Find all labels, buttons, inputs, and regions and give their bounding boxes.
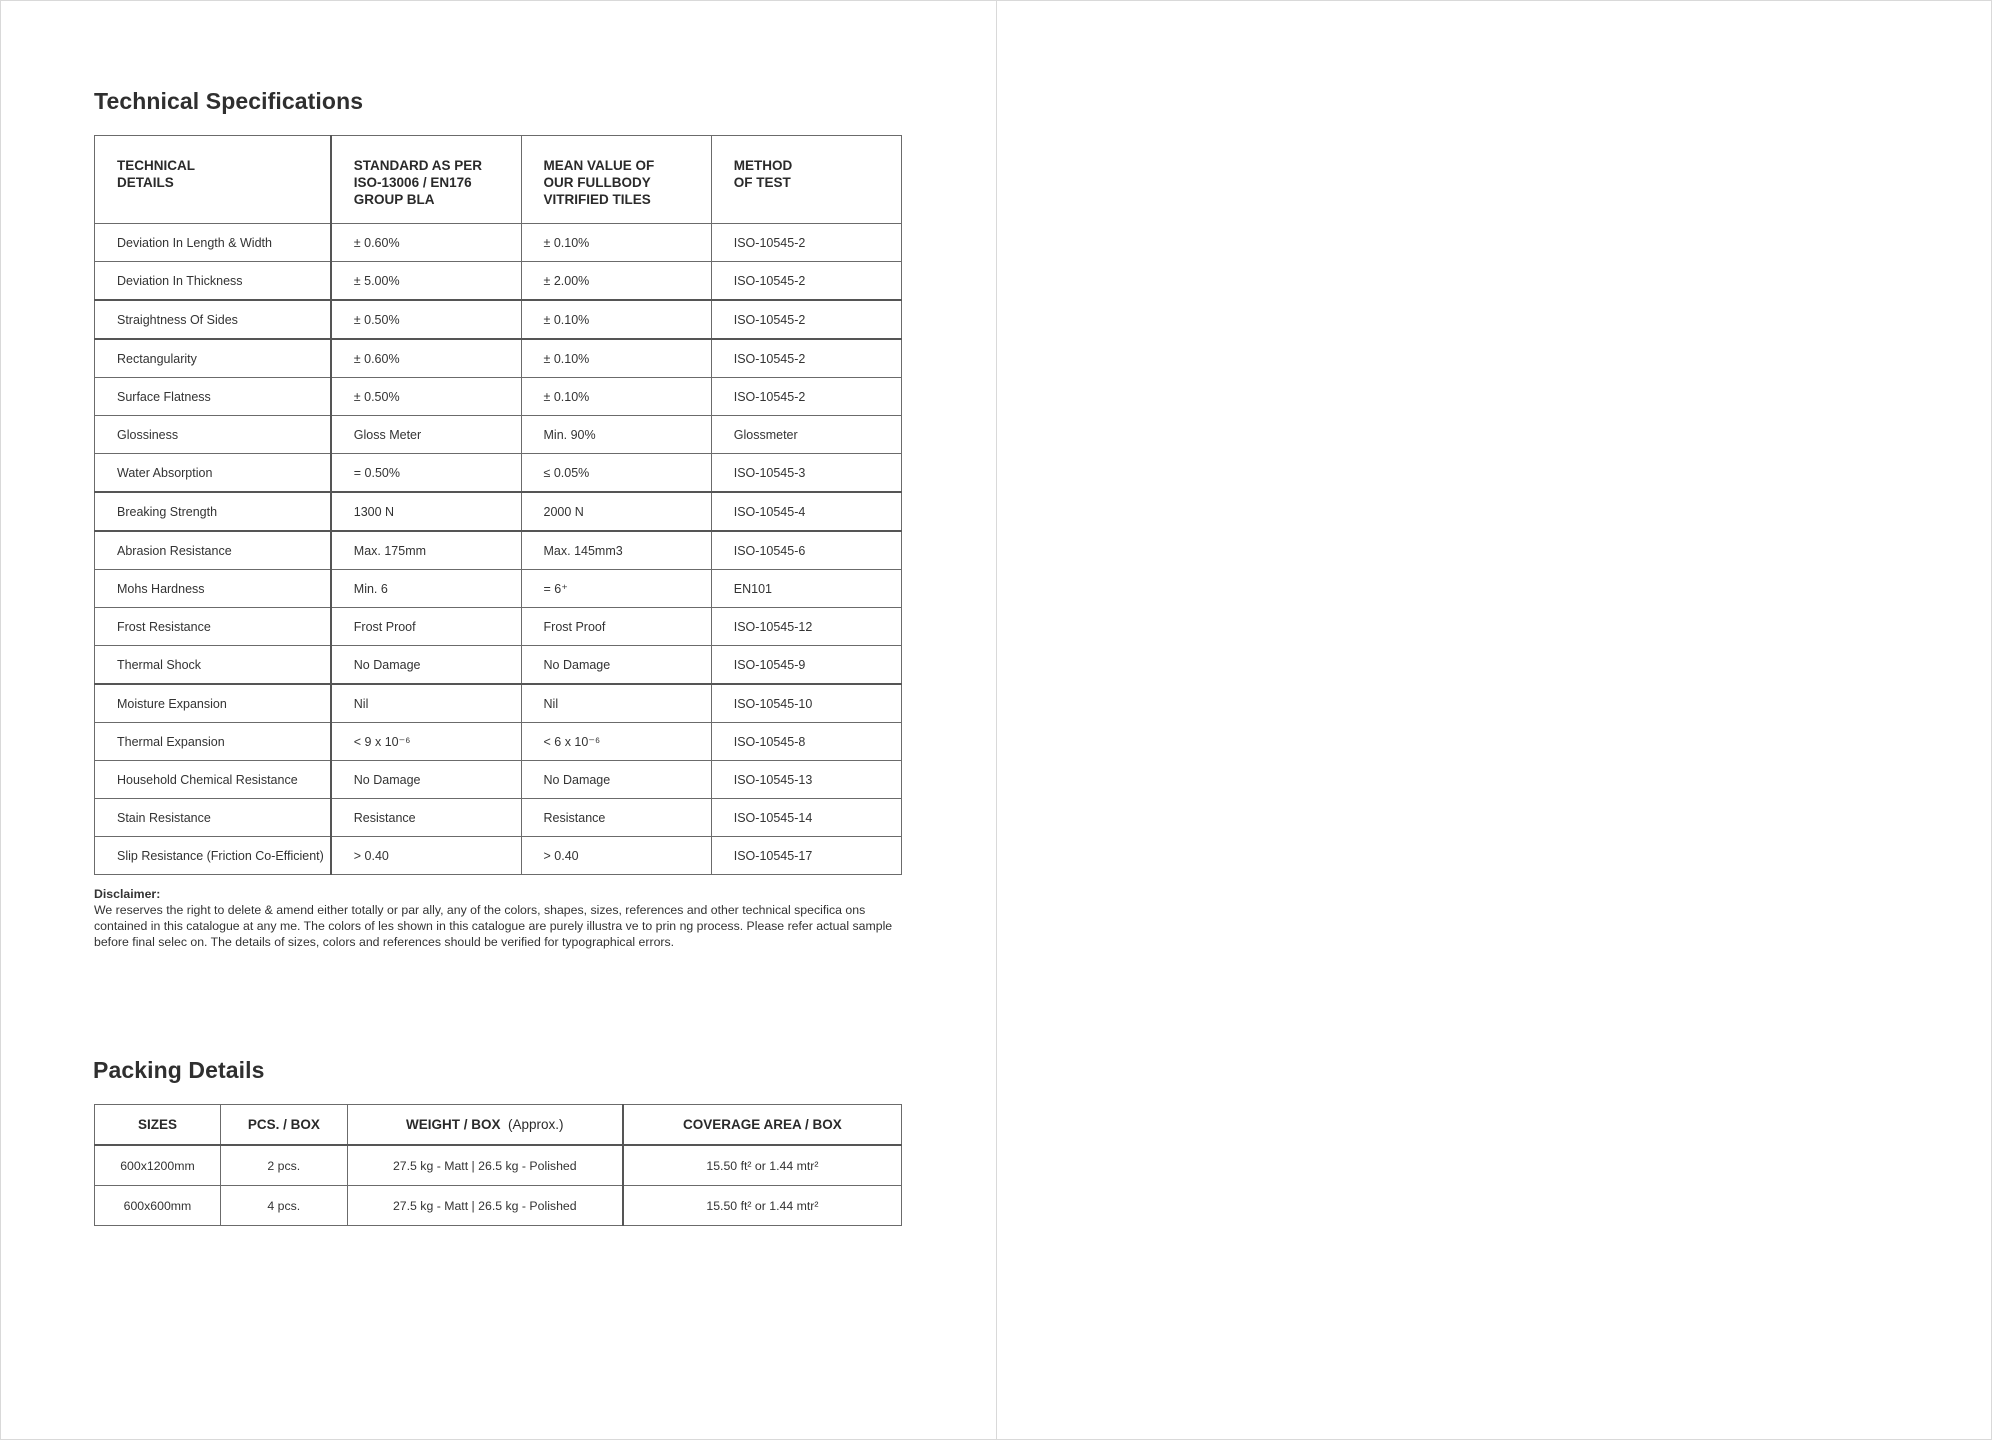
spec-cell-mean-value: No Damage: [521, 646, 711, 685]
header-label: METHOD OF TEST: [733, 158, 793, 190]
spec-cell-mean-value: 2000 N: [521, 492, 711, 531]
spec-row: [95, 300, 902, 339]
spec-row: [95, 378, 902, 416]
header-label: MEAN VALUE OF OUR FULLBODY VITRIFIED TILES: [543, 158, 655, 207]
spec-cell-standard: Max. 175mm: [331, 531, 521, 570]
spec-header-standard: [331, 136, 521, 224]
spec-row: [95, 646, 902, 685]
spec-cell-detail: Breaking Strength: [95, 492, 331, 531]
spec-cell-detail: Water Absorption: [95, 454, 331, 493]
spec-cell-method: ISO-10545-3: [711, 454, 901, 493]
spec-cell-standard: No Damage: [331, 761, 521, 799]
spec-cell-standard: Min. 6: [331, 570, 521, 608]
spec-cell-mean-value: ± 0.10%: [521, 224, 711, 262]
packing-row: [95, 1186, 902, 1226]
spec-cell-standard: Resistance: [331, 799, 521, 837]
spec-cell-detail: Thermal Shock: [95, 646, 331, 685]
packing-cell-coverage: 15.50 ft² or 1.44 mtr²: [623, 1145, 902, 1186]
spec-cell-detail: Mohs Hardness: [95, 570, 331, 608]
spec-cell-method: ISO-10545-13: [711, 761, 901, 799]
spec-cell-method: ISO-10545-2: [711, 224, 901, 262]
packing-row: [95, 1145, 902, 1186]
spec-cell-standard: Frost Proof: [331, 608, 521, 646]
packing-header-weight-box: [347, 1105, 623, 1146]
disclaimer: [94, 886, 914, 950]
spec-row: [95, 531, 902, 570]
disclaimer-text: We reserves the right to delete & amend either totally or par ally, any of the colors, shapes, sizes, references and other technical specifica ons contained in this catalogue at any me. The colors of les shown in this catalogue are purely illustra ve to prin ng process. Please refer actual sample before final selec on. The details of sizes, colors and references should be verified for typographical errors.: [94, 903, 893, 949]
disclaimer-label: Disclaimer:: [94, 887, 161, 901]
spec-row: [95, 684, 902, 723]
spec-cell-detail: Deviation In Thickness: [95, 262, 331, 301]
spec-cell-standard: = 0.50%: [331, 454, 521, 493]
spec-row: [95, 761, 902, 799]
spec-cell-detail: Frost Resistance: [95, 608, 331, 646]
packing-cell-pcs: 2 pcs.: [220, 1145, 347, 1186]
page-spine-divider: [996, 0, 997, 1440]
spec-cell-mean-value: Frost Proof: [521, 608, 711, 646]
spec-cell-method: ISO-10545-9: [711, 646, 901, 685]
packing-cell-size: 600x1200mm: [95, 1145, 221, 1186]
packing-header-coverage-area: COVERAGE AREA / BOX: [623, 1105, 902, 1146]
spec-row: [95, 262, 902, 301]
spec-cell-detail: Moisture Expansion: [95, 684, 331, 723]
spec-cell-standard: 1300 N: [331, 492, 521, 531]
spec-cell-standard: ± 0.60%: [331, 224, 521, 262]
spec-cell-method: ISO-10545-8: [711, 723, 901, 761]
packing-cell-size: 600x600mm: [95, 1186, 221, 1226]
spec-cell-detail: Household Chemical Resistance: [95, 761, 331, 799]
spec-cell-standard: > 0.40: [331, 837, 521, 875]
header-label: STANDARD AS PER ISO-13006 / EN176 GROUP BLA: [353, 158, 483, 207]
spec-row: [95, 799, 902, 837]
spec-cell-mean-value: ≤ 0.05%: [521, 454, 711, 493]
spec-cell-mean-value: ± 0.10%: [521, 300, 711, 339]
spec-cell-detail: Stain Resistance: [95, 799, 331, 837]
spec-cell-method: ISO-10545-6: [711, 531, 901, 570]
spec-cell-standard: < 9 x 10⁻⁶: [331, 723, 521, 761]
spec-cell-standard: ± 0.50%: [331, 378, 521, 416]
packing-cell-pcs: 4 pcs.: [220, 1186, 347, 1226]
spec-header-mean-value: [521, 136, 711, 224]
spec-cell-method: ISO-10545-4: [711, 492, 901, 531]
spec-cell-detail: Glossiness: [95, 416, 331, 454]
spec-row: [95, 416, 902, 454]
technical-specifications-table: [94, 135, 902, 875]
spec-row: [95, 723, 902, 761]
packing-cell-coverage: 15.50 ft² or 1.44 mtr²: [623, 1186, 902, 1226]
spec-cell-mean-value: Max. 145mm3: [521, 531, 711, 570]
spec-cell-mean-value: ± 0.10%: [521, 378, 711, 416]
spec-cell-mean-value: ± 0.10%: [521, 339, 711, 378]
spec-cell-mean-value: = 6⁺: [521, 570, 711, 608]
spec-cell-standard: ± 0.50%: [331, 300, 521, 339]
spec-cell-standard: Nil: [331, 684, 521, 723]
spec-header-row: [95, 136, 902, 224]
spec-row: [95, 570, 902, 608]
spec-cell-method: ISO-10545-17: [711, 837, 901, 875]
packing-details-table: [94, 1104, 902, 1226]
spec-header-method: [711, 136, 901, 224]
packing-header-row: [95, 1105, 902, 1146]
spec-cell-standard: Gloss Meter: [331, 416, 521, 454]
spec-cell-mean-value: Nil: [521, 684, 711, 723]
spec-row: [95, 608, 902, 646]
spec-cell-detail: Rectangularity: [95, 339, 331, 378]
spec-cell-detail: Surface Flatness: [95, 378, 331, 416]
spec-cell-detail: Abrasion Resistance: [95, 531, 331, 570]
spec-cell-method: EN101: [711, 570, 901, 608]
packing-cell-weight: 27.5 kg - Matt | 26.5 kg - Polished: [347, 1145, 623, 1186]
spec-cell-mean-value: Min. 90%: [521, 416, 711, 454]
packing-details-title: Packing Details: [93, 1057, 265, 1083]
spec-header-technical-details: [95, 136, 331, 224]
spec-cell-standard: ± 5.00%: [331, 262, 521, 301]
spec-cell-mean-value: No Damage: [521, 761, 711, 799]
spec-cell-detail: Slip Resistance (Friction Co-Efficient): [95, 837, 331, 875]
spec-cell-detail: Thermal Expansion: [95, 723, 331, 761]
spec-cell-mean-value: < 6 x 10⁻⁶: [521, 723, 711, 761]
spec-cell-standard: ± 0.60%: [331, 339, 521, 378]
spec-row: [95, 339, 902, 378]
spec-cell-method: ISO-10545-2: [711, 339, 901, 378]
spec-cell-method: ISO-10545-12: [711, 608, 901, 646]
spec-cell-detail: Straightness Of Sides: [95, 300, 331, 339]
spec-cell-method: ISO-10545-10: [711, 684, 901, 723]
spec-row: [95, 837, 902, 875]
spec-cell-method: ISO-10545-2: [711, 378, 901, 416]
packing-header-pcs-box: PCS. / BOX: [220, 1105, 347, 1146]
spec-cell-mean-value: > 0.40: [521, 837, 711, 875]
spec-cell-method: Glossmeter: [711, 416, 901, 454]
spec-cell-standard: No Damage: [331, 646, 521, 685]
spec-row: [95, 454, 902, 493]
spec-cell-method: ISO-10545-14: [711, 799, 901, 837]
weight-header-label: WEIGHT / BOX: [406, 1117, 501, 1132]
spec-row: [95, 224, 902, 262]
spec-cell-method: ISO-10545-2: [711, 300, 901, 339]
weight-approx-note: (Approx.): [508, 1117, 564, 1132]
header-label: TECHNICAL DETAILS: [117, 158, 195, 190]
spec-cell-method: ISO-10545-2: [711, 262, 901, 301]
technical-specifications-title: Technical Specifications: [94, 88, 364, 114]
packing-header-sizes: SIZES: [95, 1105, 221, 1146]
spec-row: [95, 492, 902, 531]
spec-cell-detail: Deviation In Length & Width: [95, 224, 331, 262]
spec-cell-mean-value: ± 2.00%: [521, 262, 711, 301]
spec-cell-mean-value: Resistance: [521, 799, 711, 837]
packing-cell-weight: 27.5 kg - Matt | 26.5 kg - Polished: [347, 1186, 623, 1226]
